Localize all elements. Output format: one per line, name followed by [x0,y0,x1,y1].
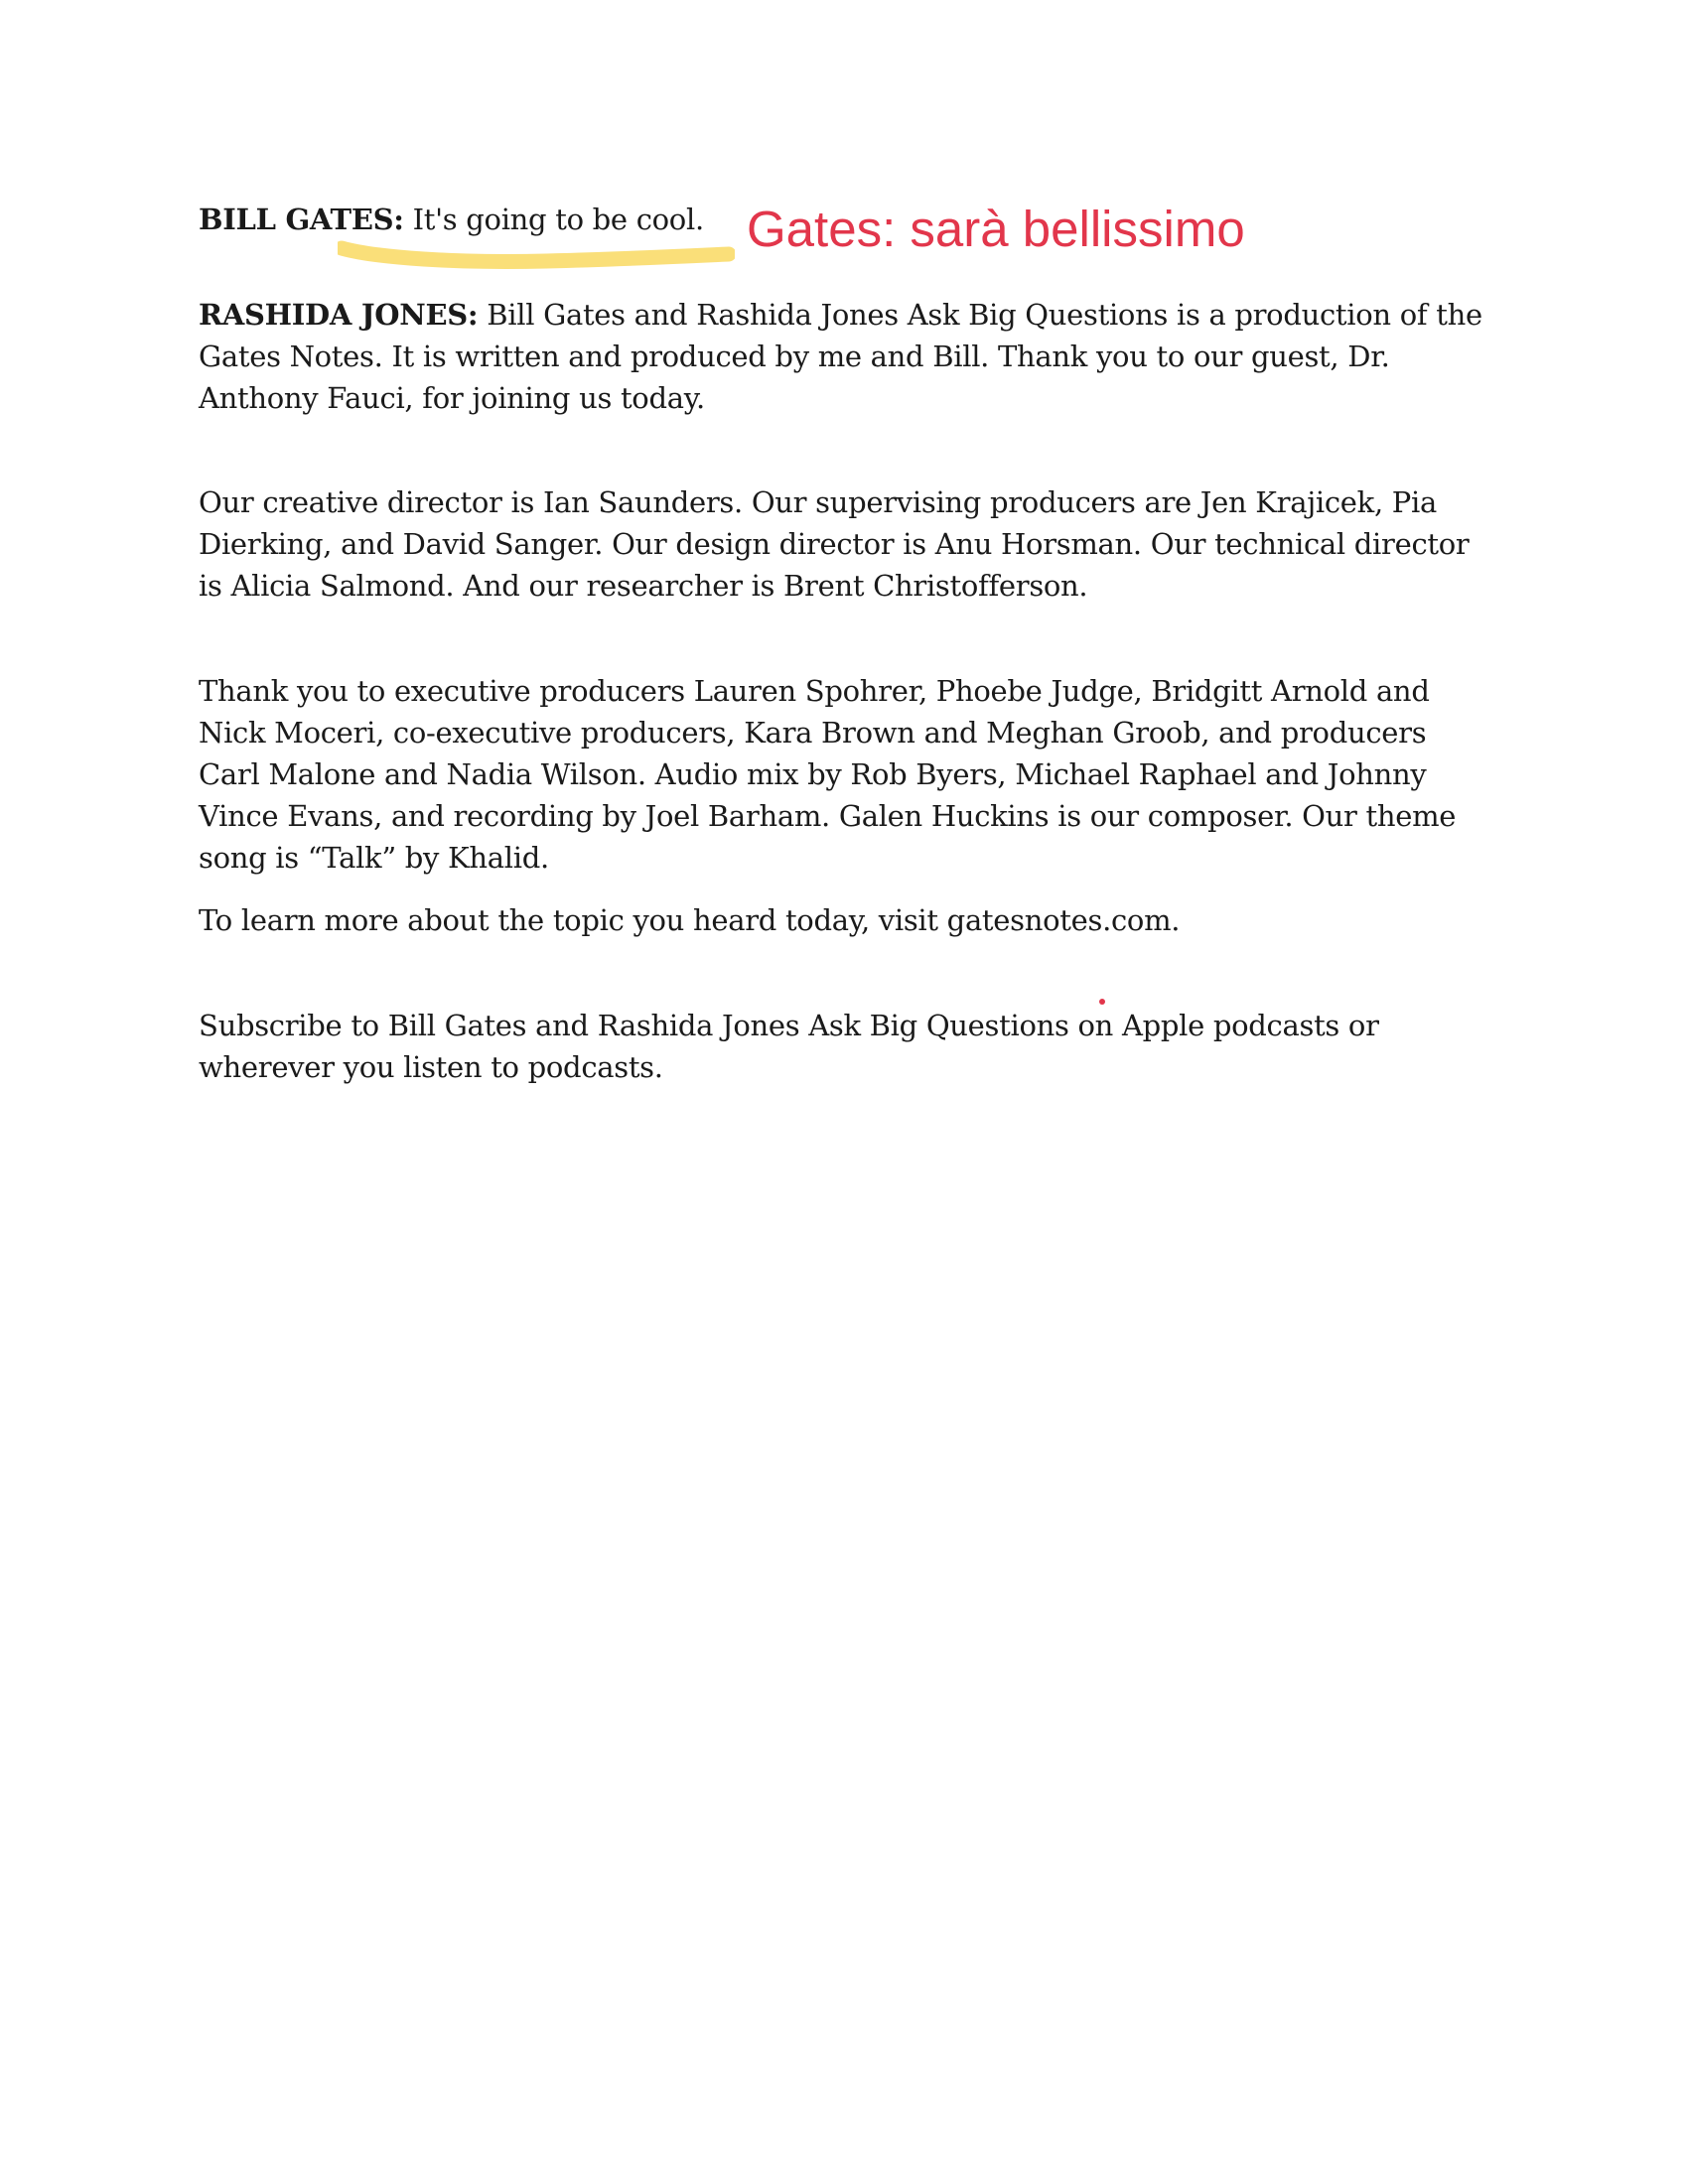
handwritten-annotation: Gates: sarà bellissimo [747,201,1245,257]
line-text-bill-gates: It's going to be cool. [403,203,704,236]
transcript-line-rashida-jones [199,294,1489,419]
speaker-label-rashida-jones: RASHIDA JONES: [199,298,479,332]
subscribe-paragraph: Subscribe to Bill Gates and Rashida Jones Ask Big Questions on Apple podcasts or wherever you listen to podcasts. [199,1009,1379,1084]
credits-paragraph-producers: Thank you to executive producers Lauren Spohrer, Phoebe Judge, Bridgitt Arnold and Nick Moceri, co-executive producers, Kara Brown and Meghan Groob, and producers Carl Malone and Nadia Wilson. Audio mix by Rob Byers, Michael Raphael and Johnny Vince Evans, and recording by Joel Barham. Galen Huckins is our composer. Our theme song is “Talk” by Khalid. [199,674,1457,875]
speaker-label-bill-gates: BILL GATES: [199,203,404,236]
learn-more-paragraph: To learn more about the topic you heard today, visit gatesnotes.com. [199,903,1181,937]
line-text-rashida-jones: Bill Gates and Rashida Jones Ask Big Questions is a production of the Gates Notes. It is written and produced by me and Bill. Thank you to our guest, Dr. Anthony Fauci, for joining us today. [199,298,1482,415]
highlighter-stroke [338,236,735,276]
credits-paragraph-directors: Our creative director is Ian Saunders. Our supervising producers are Jen Krajicek, Pia Dierking, and David Sanger. Our design director is Anu Horsman. Our technical director is Alicia Salmond. And our researcher is Brent Christofferson. [199,485,1470,603]
